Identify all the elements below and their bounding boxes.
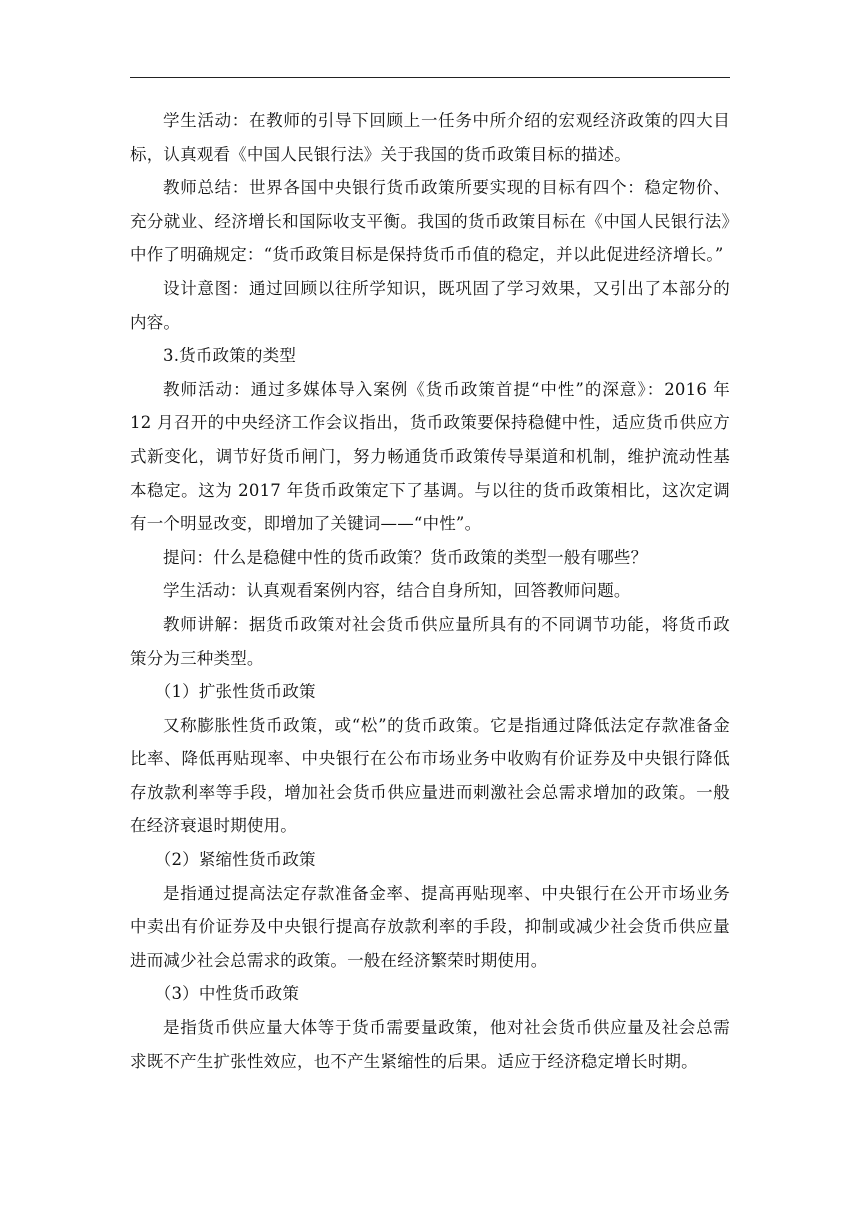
paragraph-neutral-policy: 是指货币供应量大体等于货币需要量政策，他对社会货币供应量及社会总需求既不产生扩张性效应，也不产生紧缩性的后果。适应于经济稳定增长时期。	[130, 1018, 730, 1071]
document-body	[130, 104, 730, 1078]
subheading-contractionary-policy: （2）紧缩性货币政策	[154, 850, 316, 870]
paragraph-expansionary-policy: 又称膨胀性货币政策，或“松”的货币政策。它是指通过降低法定存款准备金比率、降低再贴现率、中央银行在公布市场业务中收购有价证券及中央银行降低存放款利率等手段，增加社会货币供应量进而刺激社会总需求增加的政策。一般在经济衰退时期使用。	[130, 715, 730, 836]
subheading-expansionary-policy: （1）扩张性货币政策	[154, 682, 316, 702]
section-heading-policy-types: 3.货币政策的类型	[163, 346, 297, 366]
paragraph-contractionary-policy: 是指通过提高法定存款准备金率、提高再贴现率、中央银行在公开市场业务中卖出有价证券及中央银行提高存放款利率的手段，抑制或减少社会货币供应量进而减少社会总需求的政策。一般在经济繁荣时期使用。	[130, 883, 730, 970]
paragraph-teacher-summary: 教师总结：世界各国中央银行货币政策所要实现的目标有四个：稳定物价、充分就业、经济增长和国际收支平衡。我国的货币政策目标在《中国人民银行法》中作了明确规定：“货币政策目标是保持货币币值的稳定，并以此促进经济增长。”	[130, 178, 730, 265]
paragraph-student-activity-answer: 学生活动：认真观看案例内容，结合自身所知，回答教师问题。	[163, 581, 631, 601]
paragraph-student-activity-review: 学生活动：在教师的引导下回顾上一任务中所介绍的宏观经济政策的四大目标，认真观看《中国人民银行法》关于我国的货币政策目标的描述。	[130, 111, 730, 164]
paragraph-design-intent: 设计意图：通过回顾以往所学知识，既巩固了学习效果，又引出了本部分的内容。	[130, 278, 730, 332]
paragraph-teacher-activity-case: 教师活动：通过多媒体导入案例《货币政策首提“中性”的深意》：2016 年 12 月召开的中央经济工作会议指出，货币政策要保持稳健中性，适应货币供应方式新变化，调节好货币闸门，努力畅通货币政策传导渠道和机制，维护流动性基本稳定。这为 2017 年货币政策定下了基调。与以往的货币政策相比，这次定调有一个明显改变，即增加了关键词——“中性”。	[130, 379, 730, 534]
header-rule	[130, 77, 730, 78]
paragraph-teacher-lecture: 教师讲解：据货币政策对社会货币供应量所具有的不同调节功能，将货币政策分为三种类型。	[130, 614, 730, 668]
subheading-neutral-policy: （3）中性货币政策	[154, 984, 300, 1004]
paragraph-question: 提问：什么是稳健中性的货币政策？货币政策的类型一般有哪些？	[163, 547, 648, 567]
